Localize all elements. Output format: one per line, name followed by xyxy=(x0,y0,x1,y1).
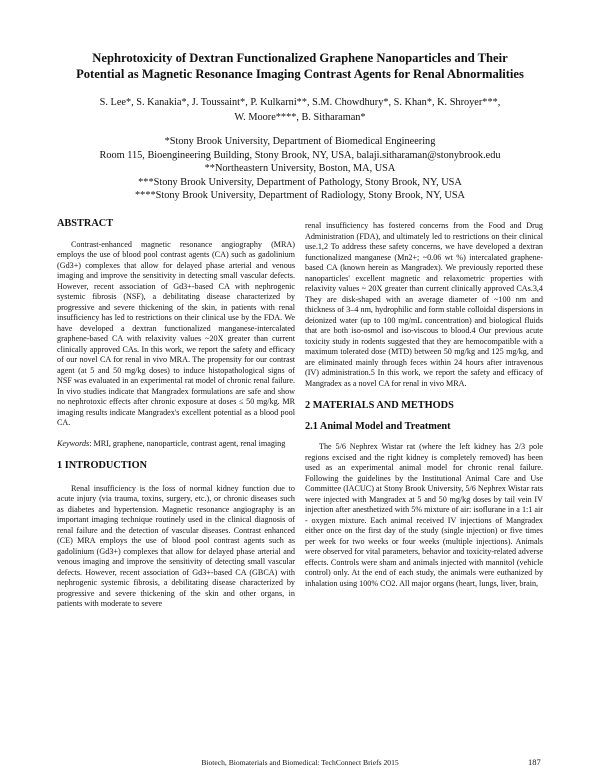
affiliation-3: ***Stony Brook University, Department of Pathology, Stony Brook, NY, USA xyxy=(138,176,462,188)
affiliation-1: *Stony Brook University, Department of Biomedical Engineering xyxy=(164,136,436,147)
animal-model-heading: 2.1 Animal Model and Treatment xyxy=(305,420,451,432)
keywords xyxy=(57,439,295,450)
methods-heading: 2 MATERIALS AND METHODS xyxy=(305,400,454,411)
affiliation-4: ****Stony Brook University, Department of Radiology, Stony Brook, NY, USA xyxy=(135,190,465,201)
affiliation-1-address: Room 115, Bioengineering Building, Stony Brook, NY, USA, balaji.sitharaman@stonybrook.edu xyxy=(99,149,501,161)
introduction-heading: 1 INTRODUCTION xyxy=(57,460,148,471)
animal-model-text: The 5/6 Nephrex Wistar rat (where the left kidney has 2/3 pole regions excised and the right kidney is completely removed) has been used as an experimental animal model for chronic renal failure. Following the guidelines by the Institutional Animal Care and Use Committee (IACUC) at Stony Brook University, 5/6 Nephrex Wistar rats were injected with Mangradex at 5 and 50 mg/kg doses by tail vein IV injection after anesthetized with 5% mixture of air: isoflurane in a 1:1 air - oxygen mixture. Each animal received IV injections of Mangradex either once on the first day of the study (single injection) or five times per week for two weeks or four weeks (multiple injections). Animals were observed for vital parameters, behavior and toxicity-related adverse effects. Controls were sham and animals injected with mannitol (vehicle control) only. At the end of each study, the animals were euthanized by inhalation using 100% CO2. All major organs (heart, lungs, liver, brain, xyxy=(305,442,543,588)
affiliation-2: **Northeastern University, Boston, MA, USA xyxy=(204,163,396,174)
author-list xyxy=(40,95,560,125)
right-column xyxy=(305,221,543,589)
keywords-label: Keywords xyxy=(57,438,90,448)
affiliations xyxy=(40,135,560,203)
title-line-2: Potential as Magnetic Resonance Imaging Contrast Agents for Renal Abnormalities xyxy=(76,67,524,81)
title-line-1: Nephrotoxicity of Dextran Functionalized Graphene Nanoparticles and Their xyxy=(92,51,508,65)
keywords-text: : MRI, graphene, nanoparticle, contrast agent, renal imaging xyxy=(89,438,286,448)
footer-journal: Biotech, Biomaterials and Biomedical: TechConnect Briefs 2015 xyxy=(201,758,399,767)
introduction-continued: renal insufficiency has fostered concerns from the Food and Drug Administration (FDA), and ultimately led to restrictions on their clinical use.1,2 To address these safety concerns, we have developed a dextran functionalized manganese (Mn2+; ~0.06 wt %) intercalated graphene-based CA (known herein as Mangradex). We previously reported these nanoparticles' excellent magnetic and relaxometric properties with relaxivity values ~ 20X greater than current clinically approved CAs.3,4 They are disk-shaped with an average diameter of ~100 nm and thickness of 3–4 nm, hydrophilic and form stable colloidal dispersions in deionized water (up to 100 mg/mL concentration) and biological fluids that are both iso-osmol and iso-viscous to blood.4 Our previous acute toxicity study in rodents suggested that they are hemocompatible with a maximum tolerated dose (MTD) between 50 mg/kg and 125 mg/kg, and are eliminated mainly through feces within 24 hours after intravenous (IV) administration.5 In this work, we report the safety and efficacy of Mangradex as a novel CA for renal in vivo MRA. xyxy=(305,221,543,388)
introduction-text: Renal insufficiency is the loss of normal kidney function due to acute injury (via trauma, toxins, surgery, etc.), or chronic diseases such as diabetes and hypertension. Magnetic resonance angiography is an important imaging technique routinely used in the clinical diagnosis of renal failure and the detection of vascular diseases. Contrast enhanced (CE) MRA employs the use of blood pool contrast agents such as gadolinium (Gd3+) complexes that allow for delayed phase arterial and venous imaging and improve the sensitivity of detecting small vascular defects. However, recent association of Gd3+-based CA (GBCA) with nephrogenic systemic fibrosis, a debilitating disease characterized by progressive and severe thickening of the skin and other organs, in patients with moderate to severe xyxy=(57,483,295,608)
page-number: 187 xyxy=(528,757,541,767)
authors-line-1: S. Lee*, S. Kanakia*, J. Toussaint*, P. Kulkarni**, S.M. Chowdhury*, S. Khan*, K. Shroyer***, xyxy=(99,97,501,108)
paper-title xyxy=(40,50,560,82)
abstract-heading: ABSTRACT xyxy=(57,218,114,229)
authors-line-2: W. Moore****, B. Sitharaman* xyxy=(234,112,366,123)
left-column xyxy=(57,219,295,610)
abstract-text: Contrast-enhanced magnetic resonance angiography (MRA) employs the use of blood pool contrast agents (CA) such as gadolinium (Gd3+) complexes that allow for delayed phase arterial and venous imaging and improve the sensitivity in detecting small vascular defects. However, recent association of Gd3+-based CA with nephrogenic systemic fibrosis (NSF), a debilitating disease characterized by progressive and severe thickening of the skin, in patients with renal insufficiency has led to restrictions on their clinical use by the FDA. We have developed a dextran functionalized manganese-intercalated graphene-based CA with relaxivity values ~20X greater than current clinically approved CAs. In this work, we report the safety and efficacy of our novel CA for renal in vivo MRA. The propensity for our contrast agent (at 5 and 50 mg/kg doses) to induce histopathological signs of NSF was evaluated in an experimental rat model of chronic renal failure. In vivo studies indicate that Mangradex formulations are safe and show no nephrotoxic effects after chronic exposure at doses ≤ 50 mg/kg. MR imaging results indicate Mangradex's excellent potential as a blood pool CA. xyxy=(57,239,295,427)
